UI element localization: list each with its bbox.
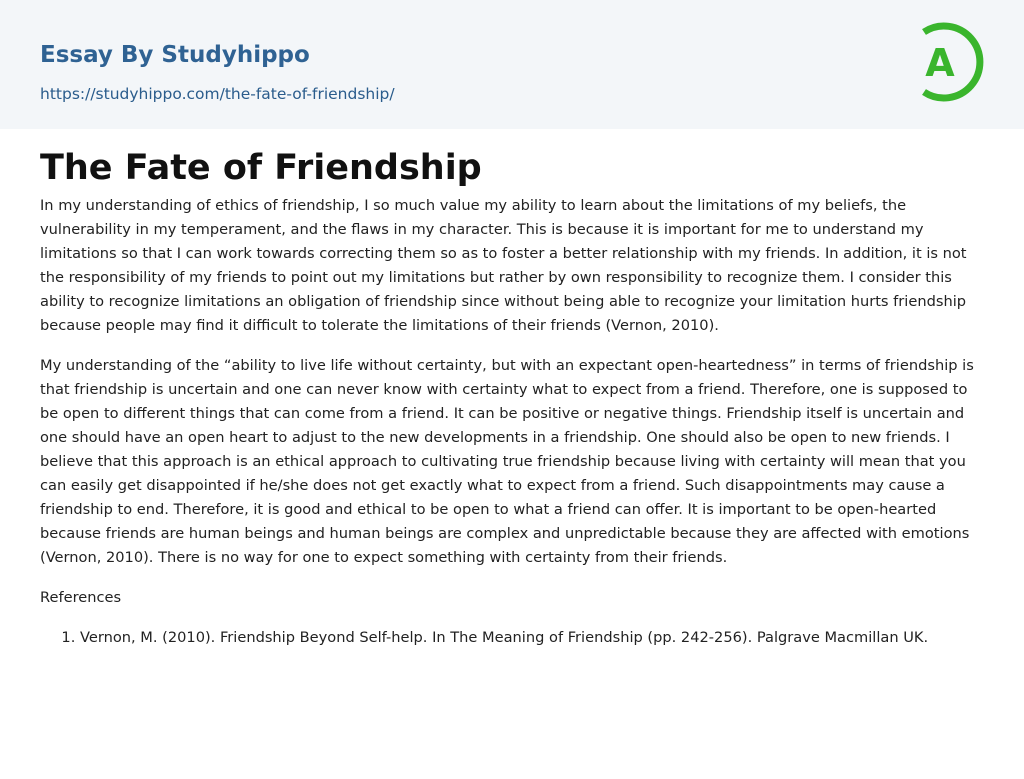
essay-paragraph: My understanding of the “ability to live life without certainty, but with an expectant open-heartedness” in terms of friendship is that friendship is uncertain and one can never know with certainty what to expect from a friend. Therefore, one is supposed to be open to different things that can come from a friend. It can be positive or negative things. Friendship itself is uncertain and one should have an open heart to adjust to the new developments in a friendship. One should also be open to new friends. I believe that this approach is an ethical approach to cultivating true friendship because living with certainty will mean that you can easily get disappointed if he/she does not get exactly what to expect from a friend. Such disappointments may cause a friendship to end. Therefore, it is good and ethical to be open to what a friend can offer. It is important to be open-hearted because friends are human beings and human beings are complex and unpredictable because they are affected with emotions (Vernon, 2010). There is no way for one to expect something with certainty from their friends. (40, 357, 974, 566)
essay-content (40, 146, 984, 650)
essay-url-link[interactable]: https://studyhippo.com/the-fate-of-friendship/ (40, 85, 395, 103)
essay-title: The Fate of Friendship (40, 148, 482, 188)
references-heading: References (40, 589, 122, 606)
reference-item: 1. Vernon, M. (2010). Friendship Beyond Self-help. In The Meaning of Friendship (pp. 242-256). Palgrave Macmillan UK. (80, 626, 984, 650)
site-header (0, 0, 1024, 129)
site-brand[interactable]: Essay By Studyhippo (40, 42, 310, 68)
essay-paragraph: In my understanding of ethics of friendship, I so much value my ability to learn about the limitations of my beliefs, the vulnerability in my temperament, and the flaws in my character. This is because it is important for me to understand my limitations so that I can work towards correcting them so as to foster a better relationship with my friends. In addition, it is not the responsibility of my friends to point out my limitations but rather by own responsibility to recognize them. I consider this ability to recognize limitations an obligation of friendship since without being able to recognize your limitation hurts friendship because people may find it difficult to tolerate the limitations of their friends (Vernon, 2010). (40, 197, 967, 334)
references-list (40, 626, 984, 650)
logo-letter: A (925, 41, 955, 85)
studyhippo-logo-icon[interactable] (912, 19, 986, 105)
